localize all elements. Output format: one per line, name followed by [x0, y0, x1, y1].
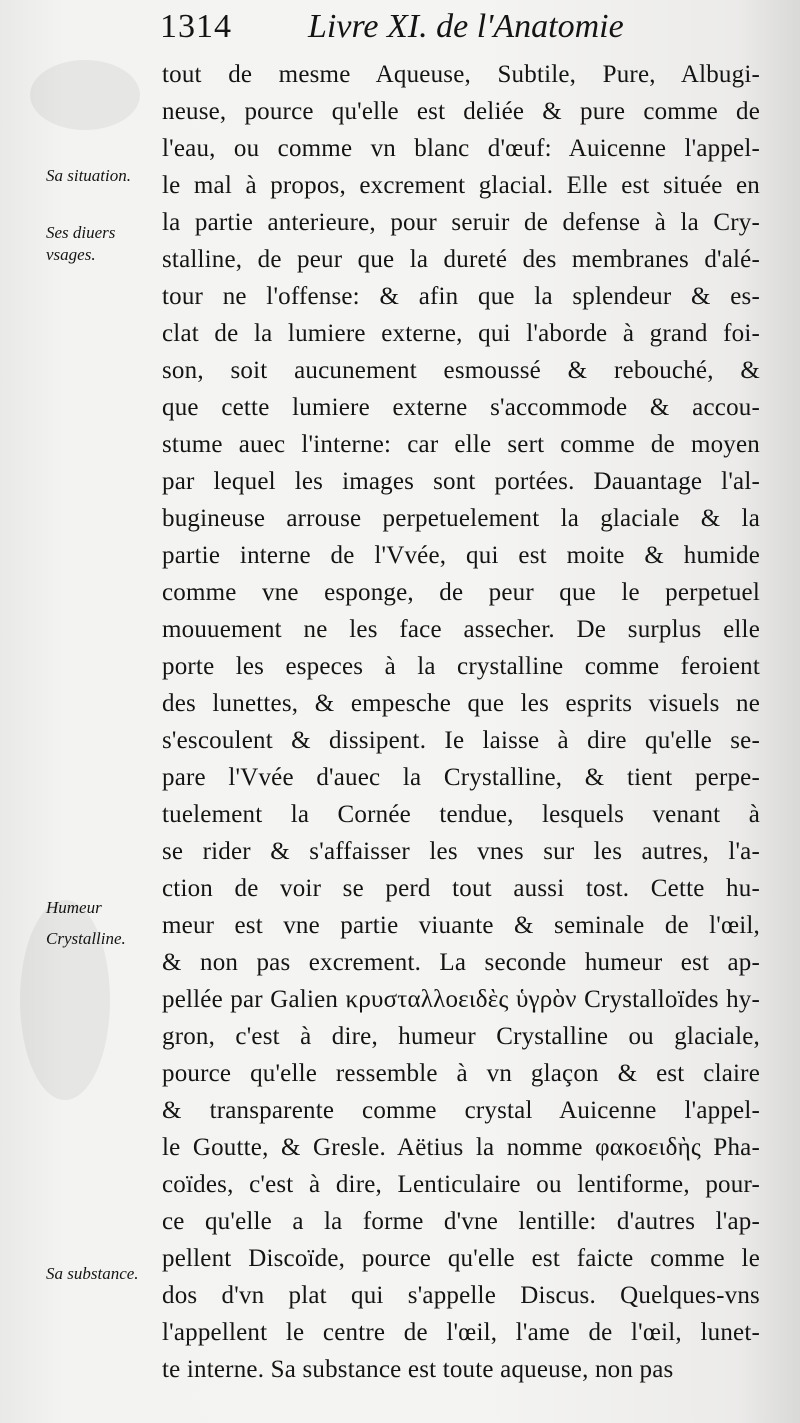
text-line: son, soit aucunement esmoussé & rebouché, &	[162, 357, 760, 384]
text-line: le Goutte, & Gresle. Aëtius la nomme φακοειδὴς Pha-	[162, 1134, 760, 1161]
margin-note: Crystalline.	[46, 929, 126, 948]
margin-note: Ses diuers	[46, 223, 116, 242]
text-line: des lunettes, & empesche que les esprits visuels ne	[162, 690, 760, 717]
text-line: pource qu'elle ressemble à vn glaçon & est claire	[162, 1060, 760, 1087]
text-line: & non pas excrement. La seconde humeur est ap-	[162, 949, 760, 976]
text-line: & transparente comme crystal Auicenne l'appel-	[162, 1097, 760, 1124]
text-line: coïdes, c'est à dire, Lenticulaire ou lentiforme, pour-	[162, 1171, 760, 1198]
text-line: l'eau, ou comme vn blanc d'œuf: Auicenne l'appel-	[162, 135, 760, 162]
text-line: dos d'vn plat qui s'appelle Discus. Quelques-vns	[162, 1282, 760, 1309]
text-line: que cette lumiere externe s'accommode & accou-	[162, 394, 760, 421]
text-line: la partie anterieure, pour seruir de defense à la Cry-	[162, 209, 760, 236]
text-line: mouuement ne les face assecher. De surplus elle	[162, 616, 760, 643]
text-line: partie interne de l'Vvée, qui est moite & humide	[162, 542, 760, 569]
text-line: meur est vne partie viuante & seminale de l'œil,	[162, 912, 760, 939]
paper-stain	[30, 60, 140, 130]
text-line: s'escoulent & dissipent. Ie laisse à dire qu'elle se-	[162, 727, 760, 754]
text-line: comme vne esponge, de peur que le perpetuel	[162, 579, 760, 606]
margin-note: Humeur	[46, 898, 102, 917]
text-line: pare l'Vvée d'auec la Crystalline, & tient perpe-	[162, 764, 760, 791]
text-line: clat de la lumiere externe, qui l'aborde à grand foi-	[162, 320, 760, 347]
text-line: bugineuse arrouse perpetuelement la glaciale & la	[162, 505, 760, 532]
text-line: le mal à propos, excrement glacial. Elle est située en	[162, 172, 760, 199]
margin-note: Sa substance.	[46, 1264, 139, 1283]
text-line: te interne. Sa substance est toute aqueuse, non pas	[162, 1356, 674, 1383]
text-line: se rider & s'affaisser les vnes sur les autres, l'a-	[162, 838, 760, 865]
page-header	[160, 8, 760, 52]
text-line: porte les especes à la crystalline comme feroient	[162, 653, 760, 680]
text-line: pellent Discoïde, pource qu'elle est faicte comme le	[162, 1245, 760, 1272]
running-head: Livre XI. de l'Anatomie	[308, 8, 624, 45]
text-line: par lequel les images sont portées. Dauantage l'al-	[162, 468, 760, 495]
text-line: gron, c'est à dire, humeur Crystalline ou glaciale,	[162, 1023, 760, 1050]
text-line: ction de voir se perd tout aussi tost. Cette hu-	[162, 875, 760, 902]
margin-note: Sa situation.	[46, 166, 132, 185]
text-line: stume auec l'interne: car elle sert comme de moyen	[162, 431, 760, 458]
text-line: tour ne l'offense: & afin que la splendeur & es-	[162, 283, 760, 310]
text-line: pellée par Galien κρυσταλλοειδὲς ὑγρὸν Crystalloïdes hy-	[162, 986, 760, 1013]
margin-note: vsages.	[46, 245, 96, 264]
text-line: stalline, de peur que la dureté des membranes d'alé-	[162, 246, 760, 273]
text-line: l'appellent le centre de l'œil, l'ame de l'œil, lunet-	[162, 1319, 760, 1346]
body-text	[162, 56, 760, 1388]
text-line: tuelement la Cornée tendue, lesquels venant à	[162, 801, 760, 828]
text-line: ce qu'elle a la forme d'vne lentille: d'autres l'ap-	[162, 1208, 760, 1235]
page-number: 1314	[160, 8, 232, 45]
text-line: neuse, pource qu'elle est deliée & pure comme de	[162, 98, 760, 125]
text-line: tout de mesme Aqueuse, Subtile, Pure, Albugi-	[162, 61, 760, 88]
